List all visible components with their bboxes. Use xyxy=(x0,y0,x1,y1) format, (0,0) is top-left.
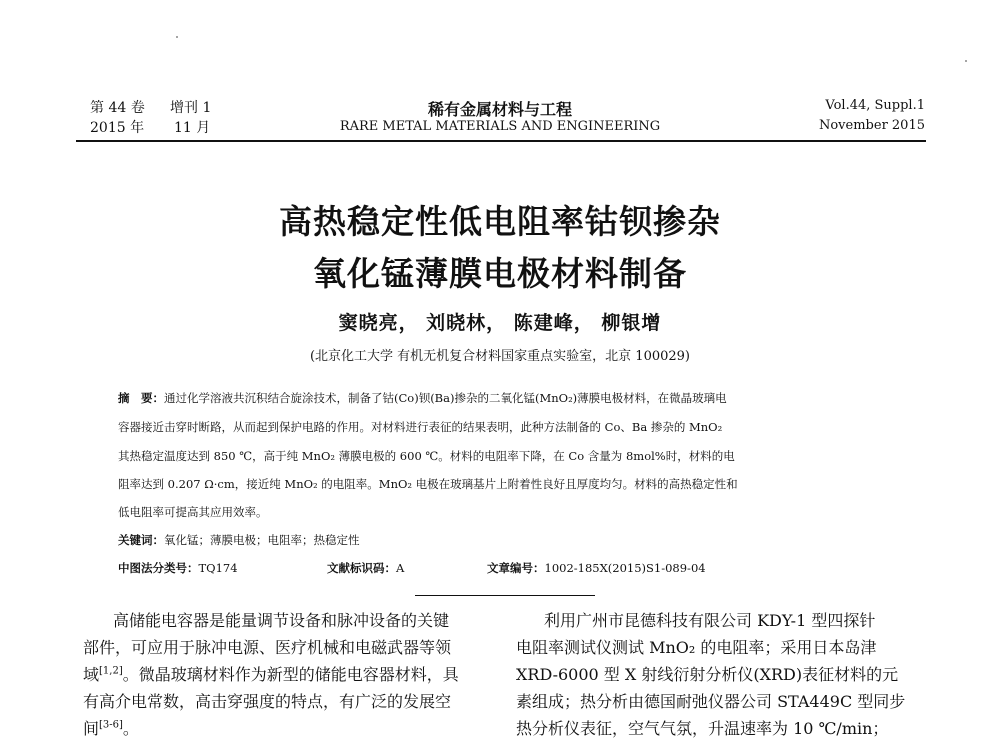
body-right-line-2: 电阻率测试仪测试 MnO₂ 的电阻率；采用日本岛津 xyxy=(516,638,877,657)
journal-title-cn: 稀有金属材料与工程 xyxy=(427,100,572,119)
body-right-line-4: 素组成；热分析由德国耐弛仪器公司 STA449C 型同步 xyxy=(516,692,906,711)
body-left-line-5: 间[3-6]。 xyxy=(83,719,139,738)
abstract-line-1 xyxy=(118,390,727,406)
clc-label: 中图法分类号： xyxy=(118,561,199,575)
keywords: 氧化锰；薄膜电极；电阻率；热稳定性 xyxy=(164,533,360,547)
abstract-line-4: 阻率达到 0.207 Ω·cm，接近纯 MnO₂ 的电阻率。MnO₂ 电极在玻璃基片上附着性良好且厚度均匀。材料的高热稳定性和 xyxy=(118,477,738,491)
month-cn: 11 月 xyxy=(174,120,211,136)
body-left-line-4: 有高介电常数，高击穿强度的特点，有广泛的发展空 xyxy=(83,692,452,711)
abstract-line-3: 其热稳定温度达到 850 ℃，高于纯 MnO₂ 薄膜电极的 600 ℃。材料的电阻率下降，在 Co 含量为 8mol%时，材料的电 xyxy=(118,449,735,463)
abstract-text: 通过化学溶液共沉积结合旋涂技术，制备了钴(Co)钡(Ba)掺杂的二氧化锰(MnO₂)薄膜电极材料，在微晶玻璃电 xyxy=(164,391,727,405)
keywords-label: 关键词： xyxy=(118,533,164,547)
volume-cn: 第 44 卷 xyxy=(90,100,145,116)
article-title-line-1: 高热稳定性低电阻率钴钡掺杂 xyxy=(279,202,721,241)
abstract-line-5: 低电阻率可提高其应用效率。 xyxy=(118,505,268,519)
citation-ref: [1,2] xyxy=(99,665,123,677)
affiliation: (北京化工大学 有机无机复合材料国家重点实验室，北京 100029) xyxy=(309,349,691,364)
abstract-line-2: 容器接近击穿时断路，从而起到保护电路的作用。对材料进行表征的结果表明，此种方法制备的 Co、Ba 掺杂的 MnO₂ xyxy=(118,420,723,434)
body-left-line-1: 高储能电容器是能量调节设备和脉冲设备的关键 xyxy=(113,611,450,630)
section-separator xyxy=(415,595,595,596)
scan-speck xyxy=(176,36,178,38)
body-left-line-3: 域[1,2]。微晶玻璃材料作为新型的储能电容器材料，具 xyxy=(83,665,459,684)
body-right-line-3: XRD-6000 型 X 射线衍射分析仪(XRD)表征材料的元 xyxy=(516,665,899,684)
body-left-line-2: 部件，可应用于脉冲电源、医疗机械和电磁武器等领 xyxy=(83,638,452,657)
doc-code-value: A xyxy=(396,561,405,575)
article-id-line xyxy=(487,560,706,576)
body-right-line-5: 热分析仪表征，空气气氛，升温速率为 10 ℃/min； xyxy=(516,719,889,738)
citation-ref: [3-6] xyxy=(99,719,123,731)
year-cn: 2015 年 xyxy=(90,120,145,136)
article-id-value: 1002-185X(2015)S1-089-04 xyxy=(544,561,706,575)
volume-en: Vol.44, Suppl.1 xyxy=(825,98,925,113)
date-en: November 2015 xyxy=(818,118,925,133)
abstract-label: 摘 要： xyxy=(118,391,164,405)
article-title-line-2: 氧化锰薄膜电极材料制备 xyxy=(313,254,687,293)
body-right-line-1: 利用广州市昆德科技有限公司 KDY-1 型四探针 xyxy=(544,611,876,630)
author-list: 窦晓亮， 刘晓林， 陈建峰， 柳银增 xyxy=(338,312,662,334)
scan-speck xyxy=(965,60,967,62)
doc-code-line xyxy=(327,560,404,576)
clc-line xyxy=(118,560,238,576)
keywords-line xyxy=(118,532,360,548)
doc-code-label: 文献标识码： xyxy=(327,561,396,575)
header-rule xyxy=(76,140,926,142)
article-id-label: 文章编号： xyxy=(487,561,545,575)
clc-value: TQ174 xyxy=(198,561,238,575)
journal-title-en: RARE METAL MATERIALS AND ENGINEERING xyxy=(339,119,661,134)
supplement-cn: 增刊 1 xyxy=(170,100,212,116)
